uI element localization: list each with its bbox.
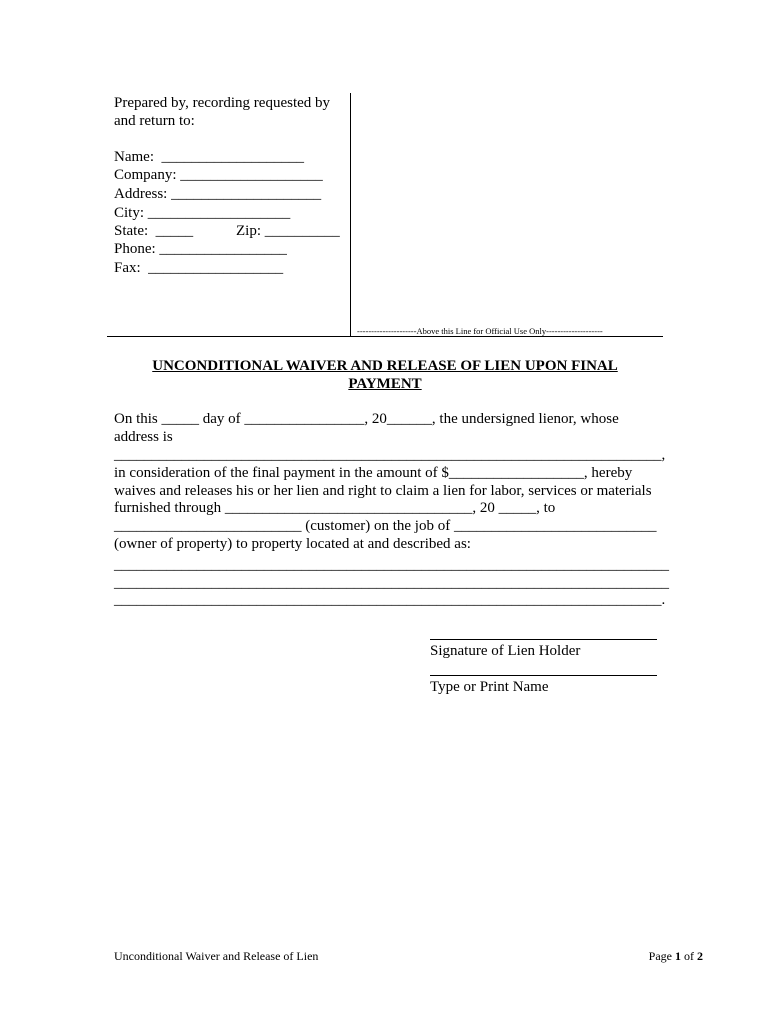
print-name-label: Type or Print Name — [430, 679, 549, 695]
body-line-furnished: furnished through _________________________________, 20 _____, to — [114, 500, 556, 516]
page-number — [649, 949, 703, 963]
prepared-by-line-2: and return to: — [114, 113, 195, 129]
body-line-owner: (owner of property) to property located at and described as: — [114, 536, 471, 552]
state-field: State: _____ — [114, 223, 194, 239]
property-description-line-1: __________________________________________________________________________ — [114, 557, 669, 573]
page-prefix: Page — [648, 949, 675, 963]
property-description-line-2: __________________________________________________________________________ — [114, 575, 669, 591]
footer-document-name: Unconditional Waiver and Release of Lien — [114, 949, 319, 963]
document-title-line-1: UNCONDITIONAL WAIVER AND RELEASE OF LIEN UPON FINAL — [152, 358, 618, 374]
lien-holder-signature-line — [430, 639, 657, 640]
official-use-rule — [107, 336, 663, 337]
page-current: 1 — [675, 949, 681, 963]
body-line-payment: in consideration of the final payment in the amount of $__________________, hereby — [114, 465, 633, 481]
body-line-date: On this _____ day of ________________, 20______, the undersigned lienor, whose — [114, 411, 619, 427]
name-field: Name: ___________________ — [114, 149, 304, 165]
page-of: of — [681, 949, 697, 963]
company-field: Company: ___________________ — [114, 167, 323, 183]
document-title-line-2: PAYMENT — [348, 376, 422, 392]
lien-holder-signature-label: Signature of Lien Holder — [430, 643, 581, 659]
prepared-by-line-1: Prepared by, recording requested by — [114, 95, 331, 111]
print-name-line — [430, 675, 657, 676]
body-line-customer: _________________________ (customer) on the job of ___________________________ — [114, 518, 657, 534]
fax-field: Fax: __________________ — [114, 260, 284, 276]
city-field: City: ___________________ — [114, 205, 291, 221]
property-description-line-3: _________________________________________________________________________. — [114, 592, 666, 608]
body-line-address-blank: _________________________________________________________________________, — [114, 447, 666, 463]
zip-field: Zip: __________ — [236, 223, 340, 239]
body-line-waiver: waives and releases his or her lien and right to claim a lien for labor, services or materials — [114, 483, 652, 499]
page-total: 2 — [697, 949, 703, 963]
official-use-note: ---------------------Above this Line for Official Use Only-------------------- — [357, 326, 603, 336]
recording-block-divider — [350, 93, 351, 336]
phone-field: Phone: _________________ — [114, 241, 287, 257]
body-line-address-label: address is — [114, 429, 173, 445]
address-field: Address: ____________________ — [114, 186, 322, 202]
